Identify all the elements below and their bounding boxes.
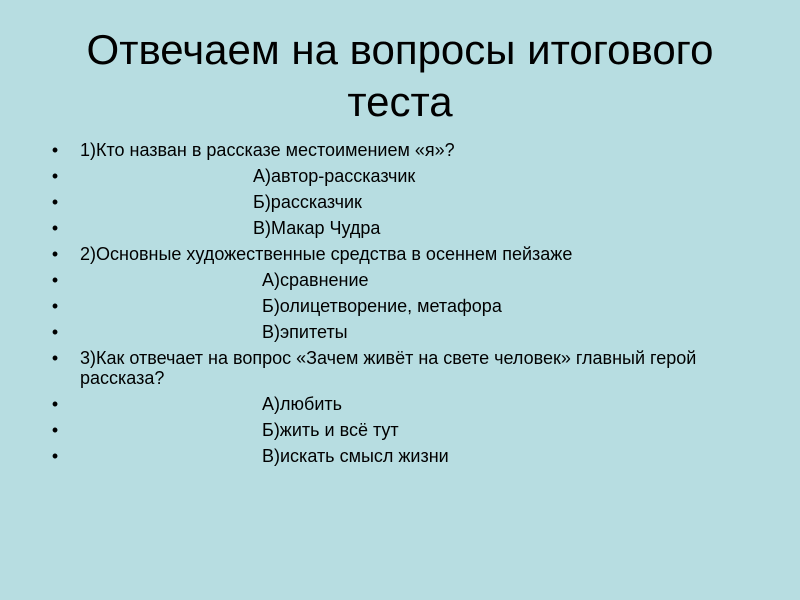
answer-text: В)Макар Чудра <box>253 218 381 238</box>
question-list <box>48 140 748 472</box>
bullet-icon: • <box>51 394 59 414</box>
answer-text: Б)рассказчик <box>253 192 362 212</box>
bullet-icon: • <box>51 244 59 264</box>
list-item-question-3 <box>48 348 748 388</box>
list-item-question-2 <box>48 244 748 264</box>
answer-text: А)автор-рассказчик <box>253 166 416 186</box>
slide-title: Отвечаем на вопросы итогового теста <box>86 26 714 125</box>
list-item-answer <box>48 218 748 238</box>
answer-text: А)сравнение <box>262 270 369 290</box>
list-item-answer <box>48 192 748 212</box>
answer-text: В)искать смысл жизни <box>262 446 449 466</box>
list-item-answer <box>48 420 748 440</box>
bullet-icon: • <box>51 270 59 290</box>
list-item-answer <box>48 296 748 316</box>
list-item-question-1 <box>48 140 748 160</box>
bullet-icon: • <box>51 140 59 160</box>
bullet-icon: • <box>51 192 59 212</box>
question-text: 2)Основные художественные средства в осеннем пейзаже <box>80 244 573 264</box>
bullet-icon: • <box>51 296 59 316</box>
list-item-answer <box>48 322 748 342</box>
bullet-icon: • <box>51 166 59 186</box>
bullet-icon: • <box>51 218 59 238</box>
list-item-answer <box>48 446 748 466</box>
list-item-answer <box>48 166 748 186</box>
question-text: 1)Кто назван в рассказе местоимением «я»? <box>80 140 455 160</box>
list-item-answer <box>48 270 748 290</box>
bullet-icon: • <box>51 420 59 440</box>
answer-text: В)эпитеты <box>262 322 348 342</box>
answer-text: Б)олицетворение, метафора <box>262 296 502 316</box>
answer-text: А)любить <box>262 394 342 414</box>
question-text: 3)Как отвечает на вопрос «Зачем живёт на свете человек» главный герой рассказа? <box>80 348 697 388</box>
bullet-icon: • <box>51 322 59 342</box>
answer-text: Б)жить и всё тут <box>262 420 399 440</box>
bullet-icon: • <box>51 348 59 368</box>
list-item-answer <box>48 394 748 414</box>
bullet-icon: • <box>51 446 59 466</box>
